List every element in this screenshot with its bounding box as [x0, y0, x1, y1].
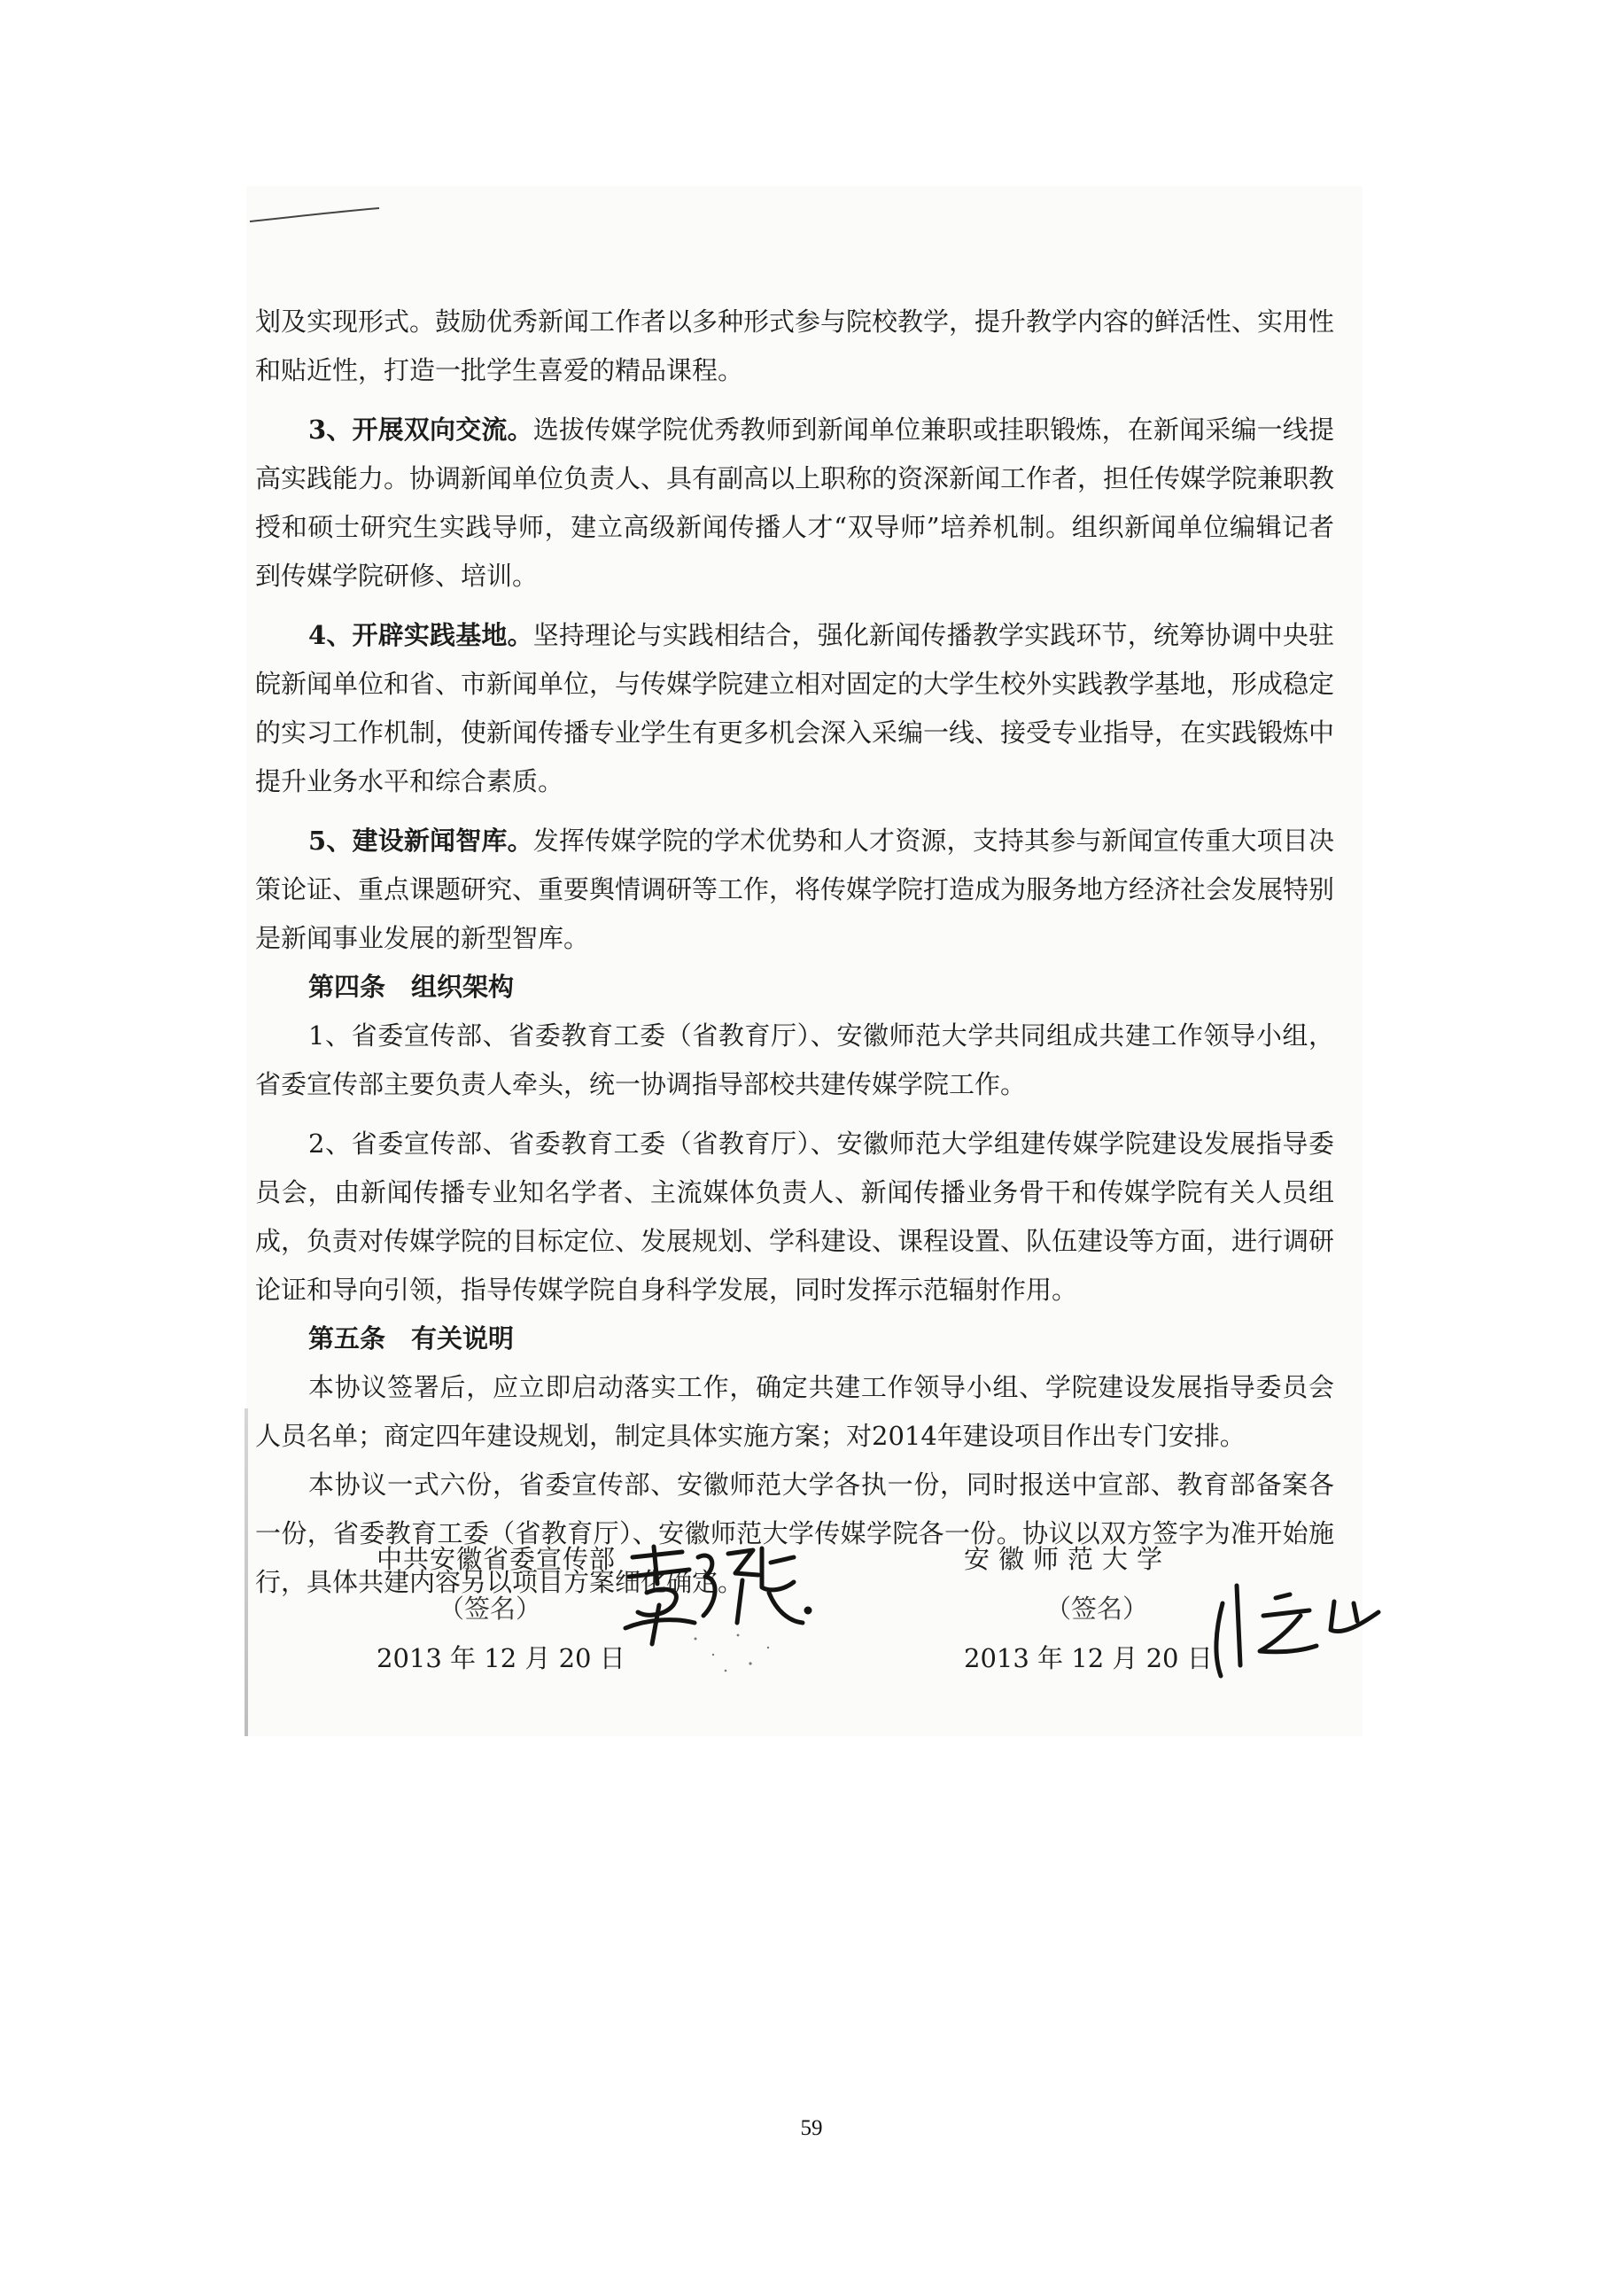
item-lead-4: 4、开辟实践基地。 [308, 620, 533, 650]
paragraph-leading-group: 1、省委宣传部、省委教育工委（省教育厅）、安徽师范大学共同组成共建工作领导小组，省委宣传部主要负责人牵头，统一协调指导部校共建传媒学院工作。 [255, 1020, 1334, 1099]
paragraph-practice-base: 4、开辟实践基地。坚持理论与实践相结合，强化新闻传播教学实践环节，统筹协调中央驻皖新闻单位和省、市新闻单位，与传媒学院建立相对固定的大学生校外实践教学基地，形成稳定的实习工作机制，使新闻传播专业学生有更多机会深入采编一线、接受专业指导，在实践锻炼中提升业务水平和综合素质。 [255, 620, 1335, 796]
agreement-body [255, 298, 1334, 1607]
paragraph-copies: 本协议一式六份，省委宣传部、安徽师范大学各执一份，同时报送中宣部、教育部备案各一份，省委教育工委（省教育厅）、安徽师范大学传媒学院各一份。协议以双方签字为准开始施行，具体共建内容另以项目方案细化确定。 [255, 1470, 1334, 1597]
handwritten-signature-right [1205, 1577, 1391, 1683]
scan-shadow-edge [245, 1408, 248, 1736]
signature-label: （签名） [1045, 1594, 1149, 1624]
paragraph-steering-committee: 2、省委宣传部、省委教育工委（省教育厅）、安徽师范大学组建传媒学院建设发展指导委员会，由新闻传播专业知名学者、主流媒体负责人、新闻传播业务骨干和传媒学院有关人员组成，负责对传媒学院的目标定位、发展规划、学科建设、课程设置、队伍建设等方面，进行调研论证和导向引领，指导传媒学院自身科学发展，同时发挥示范辐射作用。 [255, 1129, 1335, 1305]
signature-label: （签名） [439, 1594, 542, 1624]
signature-date: 2013 年 12 月 20 日 [964, 1643, 1213, 1673]
pen-stroke-mark [248, 206, 381, 225]
signature-block-right [964, 1534, 1213, 1683]
signature-date: 2013 年 12 月 20 日 [377, 1643, 625, 1673]
scan-noise-specks [687, 1628, 784, 1677]
item-lead-3: 3、开展双向交流。 [308, 415, 533, 445]
signature-block-left [377, 1534, 625, 1683]
signatory-org: 安徽师范大学 [964, 1544, 1172, 1574]
paragraph-two-way-exchange: 3、开展双向交流。选拔传媒学院优秀教师到新闻单位兼职或挂职锻炼，在新闻采编一线提高实践能力。协调新闻单位负责人、具有副高以上职称的资深新闻工作者，担任传媒学院兼职教授和硕士研究生实践导师，建立高级新闻传播人才“双导师”培养机制。组织新闻单位编辑记者到传媒学院研修、培训。 [255, 415, 1335, 591]
article-4-heading: 第四条 组织架构 [308, 972, 515, 1002]
page-number: 59 [800, 2116, 823, 2140]
paragraph-think-tank: 5、建设新闻智库。发挥传媒学院的学术优势和人才资源，支持其参与新闻宣传重大项目决策论证、重点课题研究、重要舆情调研等工作，将传媒学院打造成为服务地方经济社会发展特别是新闻事业发展的新型智库。 [255, 826, 1335, 953]
signatory-org: 中共安徽省委宣传部 [377, 1544, 617, 1574]
item-lead-5: 5、建设新闻智库。 [308, 826, 533, 856]
article-5-heading: 第五条 有关说明 [308, 1323, 515, 1354]
paragraph-implementation: 本协议签署后，应立即启动落实工作，确定共建工作领导小组、学院建设发展指导委员会人员名单；商定四年建设规划，制定具体实施方案；对2014年建设项目作出专门安排。 [255, 1372, 1334, 1451]
paragraph-curriculum-cont: 划及实现形式。鼓励优秀新闻工作者以多种形式参与院校教学，提升教学内容的鲜活性、实用性和贴近性，打造一批学生喜爱的精品课程。 [255, 306, 1335, 385]
